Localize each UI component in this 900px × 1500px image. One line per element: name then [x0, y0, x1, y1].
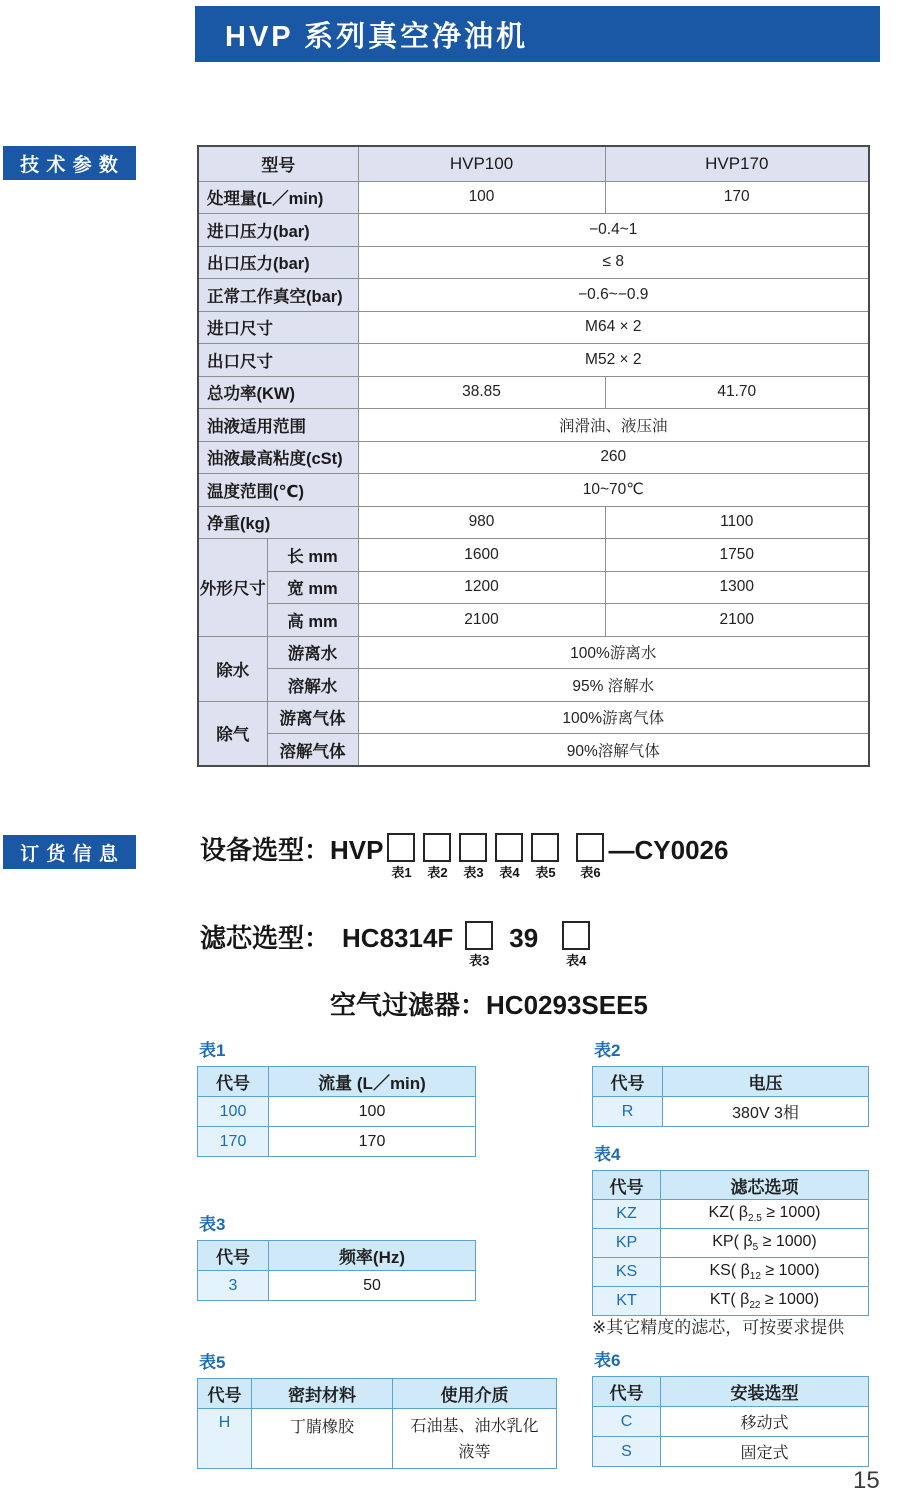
mini-table-2-title: 表2 — [594, 1041, 621, 1060]
mini-row — [593, 1287, 869, 1316]
spec-value-hvp100: 1600 — [358, 539, 605, 572]
spec-sub-label: 溶解水 — [267, 669, 358, 702]
spec-value-hvp100: 1200 — [358, 571, 605, 604]
mini-code: 3 — [198, 1271, 269, 1301]
spec-value-hvp170: 1300 — [605, 571, 869, 604]
mini-value: 100 — [269, 1097, 476, 1127]
option-box — [531, 833, 559, 862]
mini-value: 380V 3相 — [663, 1097, 869, 1127]
mini-medium: 石油基、油水乳化液等 — [393, 1409, 557, 1469]
mini-value: 移动式 — [661, 1407, 869, 1437]
device-selection-line — [200, 833, 728, 880]
spec-group-label-degas: 除气 — [198, 701, 267, 766]
option-box — [459, 833, 487, 862]
filter-precision-note: ※其它精度的滤芯，可按要求提供 — [592, 1318, 845, 1337]
spec-value-hvp170: 1100 — [605, 506, 869, 539]
option-box-ref: 表3 — [463, 865, 484, 880]
spec-row — [198, 734, 869, 767]
filter-option-suffix: ≥ 1000) — [760, 1290, 820, 1308]
spec-value-shared: −0.6~−0.9 — [358, 279, 869, 312]
mini-header-row — [593, 1171, 869, 1200]
beta-subscript: 5 — [752, 1242, 759, 1254]
device-option-box-1 — [387, 833, 415, 880]
spec-value-shared: 90%溶解气体 — [358, 734, 869, 767]
spec-value-hvp170: 170 — [605, 181, 869, 214]
mini-code: KP — [593, 1229, 661, 1258]
mini-table-5-grid — [197, 1378, 557, 1469]
spec-label: 正常工作真空(bar) — [198, 279, 358, 312]
mini-table-6 — [592, 1346, 868, 1467]
filter-selection-label: 滤芯选型： — [200, 923, 331, 953]
spec-label: 油液最高粘度(cSt) — [198, 441, 358, 474]
spec-value-shared: 260 — [358, 441, 869, 474]
spec-value-hvp100: 980 — [358, 506, 605, 539]
filter-selection-line — [200, 921, 594, 968]
mini-header-code: 代号 — [198, 1067, 269, 1097]
mini-value — [661, 1229, 869, 1258]
mini-table-1 — [197, 1036, 475, 1157]
filter-part-mid: 39 — [509, 923, 539, 953]
spec-sub-label: 宽 mm — [267, 571, 358, 604]
spec-sub-label: 游离气体 — [267, 701, 358, 734]
option-box-ref: 表5 — [535, 865, 556, 880]
mini-header-code: 代号 — [198, 1241, 269, 1271]
option-box — [387, 833, 415, 862]
beta-subscript: 12 — [749, 1271, 761, 1283]
spec-row — [198, 604, 869, 637]
beta-subscript: 22 — [749, 1300, 761, 1312]
spec-row — [198, 441, 869, 474]
spec-label: 净重(kg) — [198, 506, 358, 539]
mini-code: R — [593, 1097, 663, 1127]
filter-option-prefix: KT( β — [709, 1290, 750, 1308]
mini-code: H — [198, 1409, 252, 1469]
spec-value-shared: 100%游离气体 — [358, 701, 869, 734]
filter-option-prefix: KZ( β — [708, 1203, 748, 1221]
mini-header-material: 密封材料 — [252, 1379, 393, 1409]
device-option-box-2 — [423, 833, 451, 880]
mini-table-6-grid — [592, 1376, 869, 1467]
option-box — [576, 833, 604, 862]
mini-header-row — [593, 1377, 869, 1407]
spec-value-hvp170: 41.70 — [605, 376, 869, 409]
spec-sub-label: 高 mm — [267, 604, 358, 637]
mini-header-row — [198, 1067, 476, 1097]
mini-value — [661, 1258, 869, 1287]
device-option-box-3 — [459, 833, 487, 880]
mini-code: 170 — [198, 1127, 269, 1157]
spec-row — [198, 636, 869, 669]
mini-table-3 — [197, 1210, 475, 1301]
air-filter-label: 空气过滤器： — [330, 990, 487, 1020]
section-label-text: 订 货 信 息 — [20, 843, 119, 865]
spec-value-shared: 10~70℃ — [358, 474, 869, 507]
spec-label: 进口压力(bar) — [198, 214, 358, 247]
mini-row — [198, 1409, 557, 1469]
mini-header-value: 频率(Hz) — [269, 1241, 476, 1271]
mini-row — [593, 1437, 869, 1467]
spec-row — [198, 539, 869, 572]
mini-table-1-title: 表1 — [199, 1041, 226, 1060]
spec-label: 温度范围(℃) — [198, 474, 358, 507]
spec-label: 进口尺寸 — [198, 311, 358, 344]
spec-value-hvp100: 2100 — [358, 604, 605, 637]
spec-label: 出口压力(bar) — [198, 246, 358, 279]
section-label-tech-params — [3, 146, 136, 180]
mini-table-4 — [592, 1140, 868, 1316]
spec-value-hvp170: 2100 — [605, 604, 869, 637]
device-option-box-4 — [495, 833, 523, 880]
mini-value — [661, 1287, 869, 1316]
option-box-ref: 表6 — [580, 865, 601, 880]
mini-table-3-title: 表3 — [199, 1215, 226, 1234]
spec-header-hvp170: HVP170 — [605, 146, 869, 181]
spec-label: 出口尺寸 — [198, 344, 358, 377]
spec-sub-label: 长 mm — [267, 539, 358, 572]
mini-table-2-grid — [592, 1066, 869, 1127]
mini-table-2 — [592, 1036, 868, 1127]
spec-row — [198, 409, 869, 442]
spec-row — [198, 376, 869, 409]
option-box — [562, 921, 590, 950]
filter-option-prefix: KP( β — [712, 1232, 753, 1250]
device-selection-label: 设备选型： — [200, 835, 331, 865]
device-option-box-6 — [576, 833, 604, 880]
filter-option-suffix: ≥ 1000) — [761, 1203, 821, 1221]
mini-table-6-title: 表6 — [594, 1351, 621, 1370]
option-box — [423, 833, 451, 862]
mini-value: 50 — [269, 1271, 476, 1301]
mini-value: 170 — [269, 1127, 476, 1157]
spec-header-model: 型号 — [198, 146, 358, 181]
spec-row — [198, 311, 869, 344]
air-filter-part-number: HC0293SEE5 — [486, 990, 648, 1020]
beta-subscript: 2.5 — [747, 1213, 762, 1225]
mini-header-value: 安装选型 — [661, 1377, 869, 1407]
spec-row — [198, 474, 869, 507]
spec-row — [198, 181, 869, 214]
mini-row — [593, 1407, 869, 1437]
option-box-ref: 表4 — [499, 865, 520, 880]
filter-option-suffix: ≥ 1000) — [760, 1261, 820, 1279]
mini-row — [198, 1097, 476, 1127]
spec-value-hvp100: 100 — [358, 181, 605, 214]
device-model-suffix: —CY0026 — [608, 835, 729, 865]
spec-value-shared: ≤ 8 — [358, 246, 869, 279]
mini-table-4-grid — [592, 1170, 869, 1316]
mini-table-5-title: 表5 — [199, 1353, 226, 1372]
device-option-box-5 — [531, 833, 559, 880]
spec-label: 总功率(KW) — [198, 376, 358, 409]
spec-sub-label: 溶解气体 — [267, 734, 358, 767]
mini-code: 100 — [198, 1097, 269, 1127]
mini-header-row — [198, 1241, 476, 1271]
option-box — [495, 833, 523, 862]
spec-row — [198, 279, 869, 312]
mini-header-value: 电压 — [663, 1067, 869, 1097]
spec-label: 处理量(L／min) — [198, 181, 358, 214]
device-model-prefix: HVP — [330, 835, 384, 865]
mini-table-5 — [197, 1348, 556, 1469]
mini-code: S — [593, 1437, 661, 1467]
mini-code: C — [593, 1407, 661, 1437]
spec-value-shared: 95% 溶解水 — [358, 669, 869, 702]
spec-value-hvp170: 1750 — [605, 539, 869, 572]
section-label-ordering — [3, 835, 136, 869]
mini-header-medium: 使用介质 — [393, 1379, 557, 1409]
mini-header-code: 代号 — [593, 1067, 663, 1097]
mini-row — [593, 1097, 869, 1127]
spec-header-row — [198, 146, 869, 181]
spec-row — [198, 701, 869, 734]
spec-table-wrap — [197, 145, 870, 767]
mini-row — [593, 1200, 869, 1229]
section-label-text: 技 术 参 数 — [20, 154, 119, 176]
mini-header-code: 代号 — [593, 1377, 661, 1407]
mini-header-value: 滤芯选项 — [661, 1171, 869, 1200]
mini-row — [593, 1229, 869, 1258]
option-box-ref: 表2 — [427, 865, 448, 880]
mini-material: 丁腈橡胶 — [252, 1409, 393, 1469]
mini-row — [593, 1258, 869, 1287]
mini-table-4-title: 表4 — [594, 1145, 621, 1164]
filter-option-prefix: KS( β — [709, 1261, 750, 1279]
air-filter-line — [330, 988, 648, 1022]
mini-header-code: 代号 — [198, 1379, 252, 1409]
option-box — [465, 921, 493, 950]
filter-option-box-1 — [465, 921, 493, 968]
page-number: 15 — [853, 1467, 880, 1494]
spec-value-shared: M52 × 2 — [358, 344, 869, 377]
option-box-ref: 表4 — [566, 953, 587, 968]
spec-table — [197, 145, 870, 767]
spec-label: 油液适用范围 — [198, 409, 358, 442]
spec-row — [198, 246, 869, 279]
filter-part-number: HC8314F — [342, 923, 454, 953]
page-title-bar — [195, 6, 880, 62]
spec-value-shared: −0.4~1 — [358, 214, 869, 247]
mini-header-row — [198, 1379, 557, 1409]
mini-header-value: 流量 (L／min) — [269, 1067, 476, 1097]
spec-row — [198, 669, 869, 702]
mini-code: KT — [593, 1287, 661, 1316]
spec-group-label-dimensions: 外形尺寸 — [198, 539, 267, 637]
mini-table-1-grid — [197, 1066, 476, 1157]
mini-code: KS — [593, 1258, 661, 1287]
spec-group-label-dewater: 除水 — [198, 636, 267, 701]
spec-row — [198, 214, 869, 247]
mini-header-code: 代号 — [593, 1171, 661, 1200]
spec-value-shared: M64 × 2 — [358, 311, 869, 344]
spec-sub-label: 游离水 — [267, 636, 358, 669]
spec-row — [198, 571, 869, 604]
spec-value-shared: 润滑油、液压油 — [358, 409, 869, 442]
mini-row — [198, 1271, 476, 1301]
page-title: HVP 系列真空净油机 — [225, 20, 529, 53]
mini-header-row — [593, 1067, 869, 1097]
mini-value: 固定式 — [661, 1437, 869, 1467]
mini-value — [661, 1200, 869, 1229]
option-box-ref: 表3 — [469, 953, 490, 968]
mini-row — [198, 1127, 476, 1157]
mini-code: KZ — [593, 1200, 661, 1229]
mini-table-3-grid — [197, 1240, 476, 1301]
filter-option-box-2 — [562, 921, 590, 968]
option-box-ref: 表1 — [391, 865, 412, 880]
spec-header-hvp100: HVP100 — [358, 146, 605, 181]
spec-value-shared: 100%游离水 — [358, 636, 869, 669]
filter-option-suffix: ≥ 1000) — [758, 1232, 817, 1250]
spec-row — [198, 506, 869, 539]
spec-row — [198, 344, 869, 377]
spec-value-hvp100: 38.85 — [358, 376, 605, 409]
